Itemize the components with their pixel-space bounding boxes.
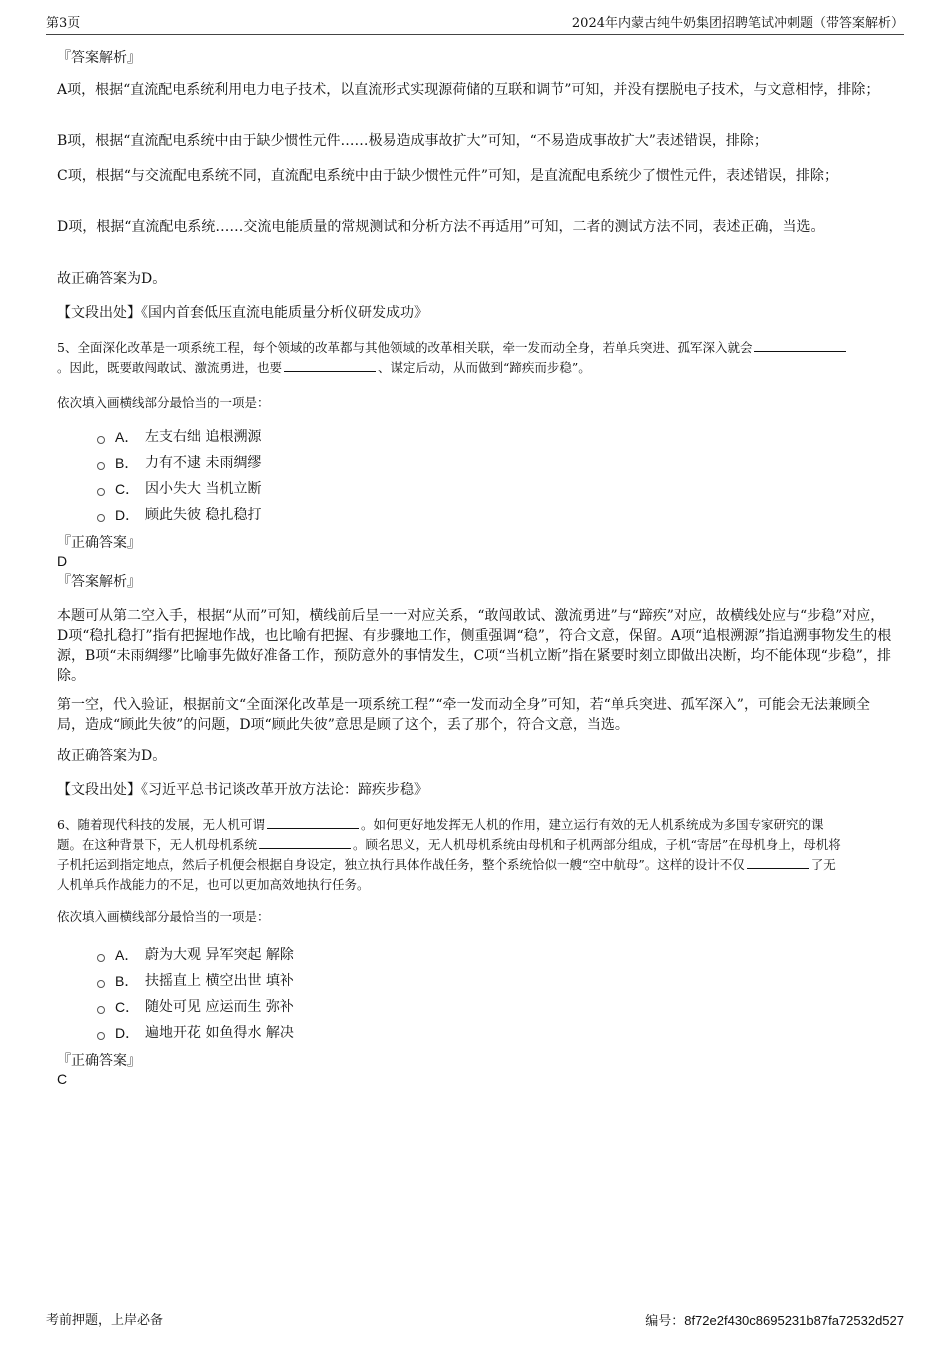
q5-option-a[interactable]: A． 左支右绌 追根溯源 — [97, 426, 261, 448]
radio-icon[interactable] — [97, 1032, 105, 1040]
answer-value: D — [57, 553, 68, 569]
document-title: 2024年内蒙古纯牛奶集团招聘笔试冲刺题（带答案解析） — [571, 16, 904, 31]
source-citation: 【文段出处】《国内首套低压直流电能质量分析仪研发成功》 — [57, 305, 428, 321]
radio-icon[interactable] — [97, 462, 105, 470]
question-6-prompt: 依次填入画横线部分最恰当的一项是： — [57, 909, 270, 924]
radio-icon[interactable] — [97, 488, 105, 496]
analysis-item-a: A项，根据“直流配电系统利用电力电子技术，以直流形式实现源荷储的互联和调节”可知，并没有摆脱电子技术，与文意相悖，排除； — [57, 82, 880, 98]
question-5-prompt: 依次填入画横线部分最恰当的一项是： — [57, 395, 270, 410]
q5-option-d[interactable]: D． 顾此失彼 稳扎稳打 — [97, 504, 261, 526]
source-citation: 【文段出处】《习近平总书记谈改革开放方法论：蹄疾步稳》 — [57, 782, 428, 798]
analysis-item-b: B项，根据“直流配电系统中由于缺少惯性元件……极易造成事故扩大”可知，“不易造成事故扩大”表述错误，排除； — [57, 133, 768, 149]
radio-icon[interactable] — [97, 980, 105, 988]
radio-icon[interactable] — [97, 954, 105, 962]
analysis-item-d: D项，根据“直流配电系统……交流电能质量的常规测试和分析方法不再适用”可知，二者的测试方法不同，表述正确，当选。 — [57, 219, 825, 235]
blank-line — [284, 359, 376, 372]
radio-icon[interactable] — [97, 436, 105, 444]
analysis-item-c: C项，根据“与交流配电系统不同，直流配电系统中由于缺少惯性元件”可知，是直流配电系统少了惯性元件，表述错误，排除； — [57, 168, 839, 184]
analysis-label: 『答案解析』 — [57, 574, 141, 590]
q6-option-a[interactable]: A． 蔚为大观 异军突起 解除 — [97, 944, 294, 966]
blank-line — [259, 836, 351, 849]
question-5-stem: 5、全面深化改革是一项系统工程，每个领域的改革都与其他领域的改革相关联，牵一发而动全身，若单兵突进、孤军深入就会 。因此，既要敢闯敢试、激流勇进，也要 、谋定后动，从而做到“蹄疾而步稳”。 — [57, 338, 893, 378]
radio-icon[interactable] — [97, 1006, 105, 1014]
footer-slogan: 考前押题，上岸必备 — [46, 1313, 164, 1328]
q6-option-c[interactable]: C． 随处可见 应运而生 弥补 — [97, 996, 294, 1018]
analysis-paragraph-2: 第一空，代入验证，根据前文“全面深化改革是一项系统工程”“牵一发而动全身”可知，若“单兵突进、孤军深入”，可能会无法兼顾全局，造成“顾此失彼”的问题，D项“顾此失彼”意思是顾了这个，丢了那个，符合文意，当选。 — [57, 697, 870, 733]
question-6-stem: 6、随着现代科技的发展，无人机可谓 。如何更好地发挥无人机的作用，建立运行有效的无人机系统成为多国专家研究的课 题。在这种背景下，无人机母机系统 。顾名思义，无人机母机系统由母机和子机两部分组成，子机“寄居”在母机身上，母机将 子机托运到指定地点，然后子机便会根据自身设定，独立执行具体作战任务，整个系统恰似一艘“空中航母”。这样的设计不仅 了无 人机单兵作战能力的不足，也可以更加高效地执行任务。 — [57, 817, 841, 892]
radio-icon[interactable] — [97, 514, 105, 522]
q6-option-b[interactable]: B． 扶摇直上 横空出世 填补 — [97, 970, 294, 992]
answer-label: 『正确答案』 — [57, 535, 141, 551]
page-number: 第3页 — [46, 16, 81, 31]
q6-option-d[interactable]: D． 遍地开花 如鱼得水 解决 — [97, 1022, 294, 1044]
blank-line — [267, 816, 359, 829]
analysis-label: 『答案解析』 — [57, 50, 141, 66]
page-header — [46, 14, 904, 35]
blank-line — [754, 339, 846, 352]
q5-option-b[interactable]: B． 力有不逮 未雨绸缪 — [97, 452, 261, 474]
blank-line — [747, 856, 809, 869]
analysis-paragraph-1: 本题可从第二空入手，根据“从而”可知，横线前后呈一一对应关系，“敢闯敢试、激流勇进”与“蹄疾”对应，故横线处应与“步稳”对应，D项“稳扎稳打”指有把握地作战，也比喻有把握、有步骤地工作，侧重强调“稳”，符合文意，保留。A项“追根溯源”指追溯事物发生的根源，B项“未雨绸缪”比喻事先做好准备工作，预防意外的事情发生，C项“当机立断”指在紧要时刻立即做出决断，均不能体现“步稳”，排除。 — [57, 608, 892, 684]
answer-value: C — [57, 1071, 68, 1087]
answer-label: 『正确答案』 — [57, 1053, 141, 1069]
q5-option-c[interactable]: C． 因小失大 当机立断 — [97, 478, 261, 500]
conclusion: 故正确答案为D。 — [57, 271, 167, 287]
document-code: 编号：8f72e2f430c8695231b87fa72532d527 — [645, 1313, 904, 1328]
conclusion: 故正确答案为D。 — [57, 748, 167, 764]
